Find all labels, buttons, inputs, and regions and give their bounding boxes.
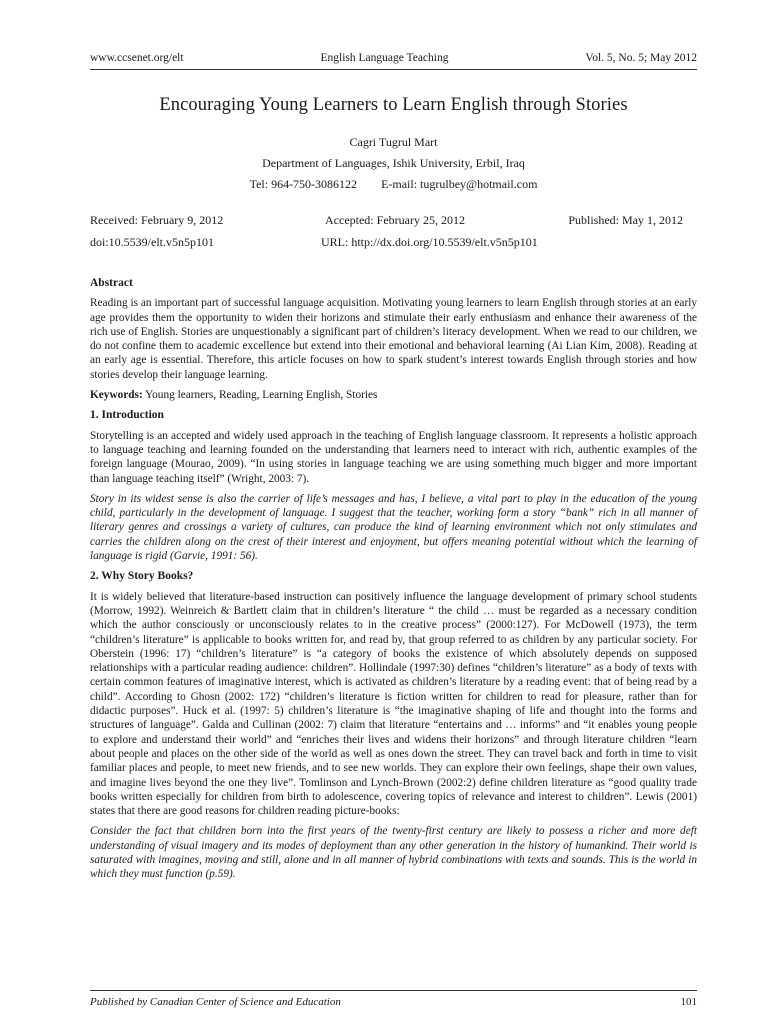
introduction-paragraph: Storytelling is an accepted and widely used approach in the teaching of English language classroom. It represents a holistic approach to language teaching and learning founded on the understanding that learners need to interact with rich, authentic examples of the foreign language (Mourao, 2009). “In using stories in language teaching we are using something much bigger and more important than language teaching itself” (Wright, 2003: 7). [90,429,697,485]
published-date: Published: May 1, 2012 [568,213,683,227]
garvie-block-quote: Story in its widest sense is also the carrier of life’s messages and has, I believe, a vital part to play in the education of the young child, particularly in the development of language. I suggest that the teacher, working form a story “bank” rich in all manner of literary genres and crossings a variety of cultures, can produce the kind of learning environment which not only stimulates and carries the children along on the crest of their interest and enjoyment, but offers meaning potential without which the learning of language is rigid (Garvie, 1991: 56). [90,492,697,563]
page-number: 101 [680,996,697,1008]
received-date: Received: February 9, 2012 [90,213,224,227]
article-title: Encouraging Young Learners to Learn English through Stories [159,95,628,115]
article-url[interactable]: URL: http://dx.doi.org/10.5539/elt.v5n5p101 [321,235,538,249]
author-phone: Tel: 964-750-3086122 [249,177,358,191]
section-heading-why-story-books: 2. Why Story Books? [90,570,194,583]
journal-volume: Vol. 5, No. 5; May 2012 [585,52,697,64]
why-story-books-paragraph: It is widely believed that literature-based instruction can positively influence the language development of primary school students (Morrow, 1992). Weinreich & Bartlett claim that in children’s literature “ the child … must be regarded as a necessary condition which the author consciously or unconsciously relates to in the creative process” (2000:127). For McDowell (1973), the term “children’s literature” is applicable to books written for, and read by, that group referred to as children by any particular society. For Oberstein (1996: 17) “children’s literature” is “a category of books the existence of which absolutely depends on supposed relationships with a particular reading audience: children”. Hollindale (1997:30) defines “children’s literature” as a body of texts with certain common features of imaginative interest, which is activated as children’s literature by a reading event: that of being read by a child”. According to Ghosn (2002: 172) “children’s literature is fiction written for children to read for pleasure, rather than for didactic purposes”. Huck et al. (1997: 5) children’s literature is “the imaginative shaping of life and thought into the forms and structures of language”. Galda and Cullinan (2002: 7) claim that literature “entertains and … informs” and “it enables young people to explore and understand their world” and “enriches their lives and widens their horizons” and through literature children “learn about people and places on the other side of the world as well as ones down the street. They can travel back and forth in time to visit familiar places and people, to meet new friends, and to see new worlds. They can explore their own feelings, shape their own values, and imagine lives beyond the one they live”. Tomlinson and Lynch-Brown (2002:2) define children literature as “good quality trade books written especially for children from birth to adolescence, covering topics of relevance and interest to children”. Lewis (2001) states that there are good reasons for children reading picture-books: [90,590,697,818]
header-divider [90,69,697,70]
page-footer [90,996,697,1008]
journal-website: www.ccsenet.org/elt [90,52,184,64]
journal-name: English Language Teaching [320,52,449,64]
keywords-label: Keywords: [90,389,143,402]
keywords [90,388,697,402]
lewis-block-quote: Consider the fact that children born into the first years of the twenty-first century are likely to possess a richer and more deft understanding of visual imagery and its modes of deployment than any other generation in the history of humankind. Their world is saturated with imagines, moving and still, alone and in all manner of hybrid combinations with texts and sounds. This is the world in which they must function (p.59). [90,825,697,881]
publisher: Published by Canadian Center of Science and Education [90,996,341,1008]
author-affiliation: Department of Languages, Ishik University, Erbil, Iraq [262,156,525,170]
footer-divider [90,990,697,991]
author-block [90,132,697,195]
article-body [90,276,697,888]
keywords-text: Young learners, Reading, Learning English, Stories [142,389,378,402]
abstract-heading: Abstract [90,277,133,289]
running-header [90,52,697,64]
author-name: Cagri Tugrul Mart [349,135,438,149]
author-email: E-mail: tugrulbey@hotmail.com [381,177,538,191]
abstract-text: Reading is an important part of successful language acquisition. Motivating young learners to learn English through stories at an early age provides them the opportunity to widen their horizons and stimulate their early enthusiasm and enhance their awareness of the rich use of English. Stories are unquestionably a significant part of children’s literacy development. When we read to our children, we do not confine them to academic excellence but extend into their emotional and behavioral learning (Ai Lian Kim, 2008). Reading at an early age is essential. Therefore, this article focuses on how to spark student’s interest towards English through stories and how stories develop their language learning. [90,297,697,381]
doi: doi:10.5539/elt.v5n5p101 [90,235,214,249]
author-contact [90,174,697,195]
section-heading-introduction: 1. Introduction [90,409,164,422]
accepted-date: Accepted: February 25, 2012 [325,213,465,227]
